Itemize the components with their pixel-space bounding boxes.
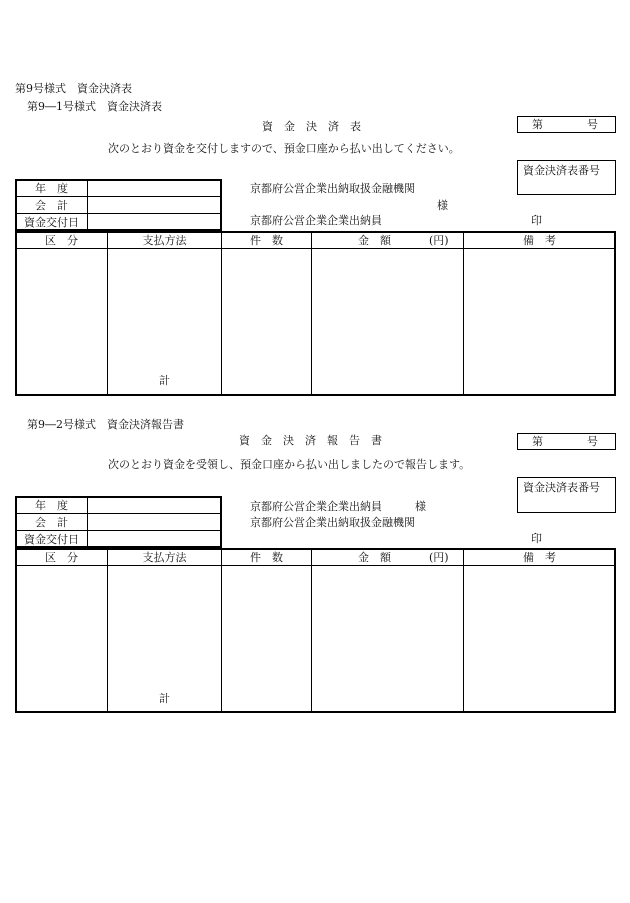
form-1-title: 資 金 決 済 表	[262, 120, 361, 133]
form-1-col-category: 区 分	[45, 234, 78, 247]
form-1-year-field[interactable]	[88, 181, 220, 195]
form-number-header: 第9号様式 資金決済表	[15, 82, 132, 95]
form-1-col-payment-method: 支払方法	[142, 234, 187, 247]
sub-form-number-2: 第9―2号様式 資金決済報告書	[27, 418, 184, 431]
form-1-honorific: 様	[437, 199, 448, 212]
form-2-title: 資 金 決 済 報 告 書	[239, 434, 382, 447]
form-1-category-cell[interactable]	[16, 249, 107, 395]
form-1-label-account: 会 計	[35, 199, 68, 212]
form-2-info-rule-2	[16, 530, 221, 531]
form-2-settlement-number-label: 資金決済表番号	[523, 481, 600, 494]
form-1-seal-mark: 印	[531, 214, 542, 227]
form-1-instruction: 次のとおり資金を交付しますので、預金口座から払い出してください。	[108, 142, 460, 155]
form-1-label-date: 資金交付日	[24, 216, 79, 229]
form-2-col-remarks: 備 考	[523, 551, 556, 564]
form-2-col-yen-unit: (円)	[429, 551, 449, 564]
form-2-count-cell[interactable]	[222, 566, 311, 712]
form-1-count-cell[interactable]	[222, 249, 311, 395]
form-1-addressee: 京都府公営企業出納取扱金融機関	[250, 182, 415, 195]
form-1-info-rule-2	[16, 213, 221, 214]
form-2-sender: 京都府公営企業出納取扱金融機関	[250, 516, 415, 529]
form-2-account-field[interactable]	[88, 515, 220, 529]
form-1-sender: 京都府公営企業企業出納員	[250, 214, 382, 227]
form-2-category-cell[interactable]	[16, 566, 107, 712]
form-1-number-label: 第 号	[532, 118, 598, 131]
form-2-amount-cell[interactable]	[312, 566, 463, 712]
form-1-col-amount: 金 額	[358, 234, 391, 247]
form-2-col-category: 区 分	[45, 551, 78, 564]
sub-form-number-1: 第9―1号様式 資金決済表	[27, 100, 162, 113]
form-2-col-count: 件 数	[250, 551, 283, 564]
form-2-col-amount: 金 額	[358, 551, 391, 564]
form-2-honorific: 様	[415, 500, 426, 513]
form-1-number-box[interactable]	[517, 116, 616, 133]
form-1-account-field[interactable]	[88, 198, 220, 212]
form-2-settlement-number-box[interactable]	[517, 477, 616, 513]
form-1-total-label: 計	[159, 374, 170, 387]
form-1-date-field[interactable]	[88, 215, 220, 229]
form-1-settlement-number-box[interactable]	[517, 160, 616, 195]
form-1-settlement-number-label: 資金決済表番号	[523, 164, 600, 177]
form-2-total-label: 計	[159, 692, 170, 705]
form-1-info-rule-1	[16, 196, 221, 197]
form-2-number-label: 第 号	[532, 435, 598, 448]
form-2-date-field[interactable]	[88, 532, 220, 546]
form-1-col-yen-unit: (円)	[429, 234, 449, 247]
form-1-col-remarks: 備 考	[523, 234, 556, 247]
form-2-col-payment-method: 支払方法	[142, 551, 187, 564]
form-1-col-count: 件 数	[250, 234, 283, 247]
form-2-label-account: 会 計	[35, 516, 68, 529]
form-2-number-box[interactable]	[517, 433, 616, 450]
form-1-amount-cell[interactable]	[312, 249, 463, 395]
form-2-remarks-cell[interactable]	[464, 566, 615, 712]
form-2-info-rule-1	[16, 513, 221, 514]
form-2-label-year: 年 度	[35, 499, 68, 512]
form-2-instruction: 次のとおり資金を受領し、預金口座から払い出しましたので報告します。	[108, 458, 471, 471]
form-2-label-date: 資金交付日	[24, 533, 79, 546]
form-2-payment-method-cell[interactable]	[108, 566, 221, 712]
form-2-addressee: 京都府公営企業企業出納員	[250, 500, 382, 513]
form-2-seal-mark: 印	[531, 532, 542, 545]
form-1-label-year: 年 度	[35, 182, 68, 195]
form-2-year-field[interactable]	[88, 498, 220, 512]
form-1-remarks-cell[interactable]	[464, 249, 615, 395]
